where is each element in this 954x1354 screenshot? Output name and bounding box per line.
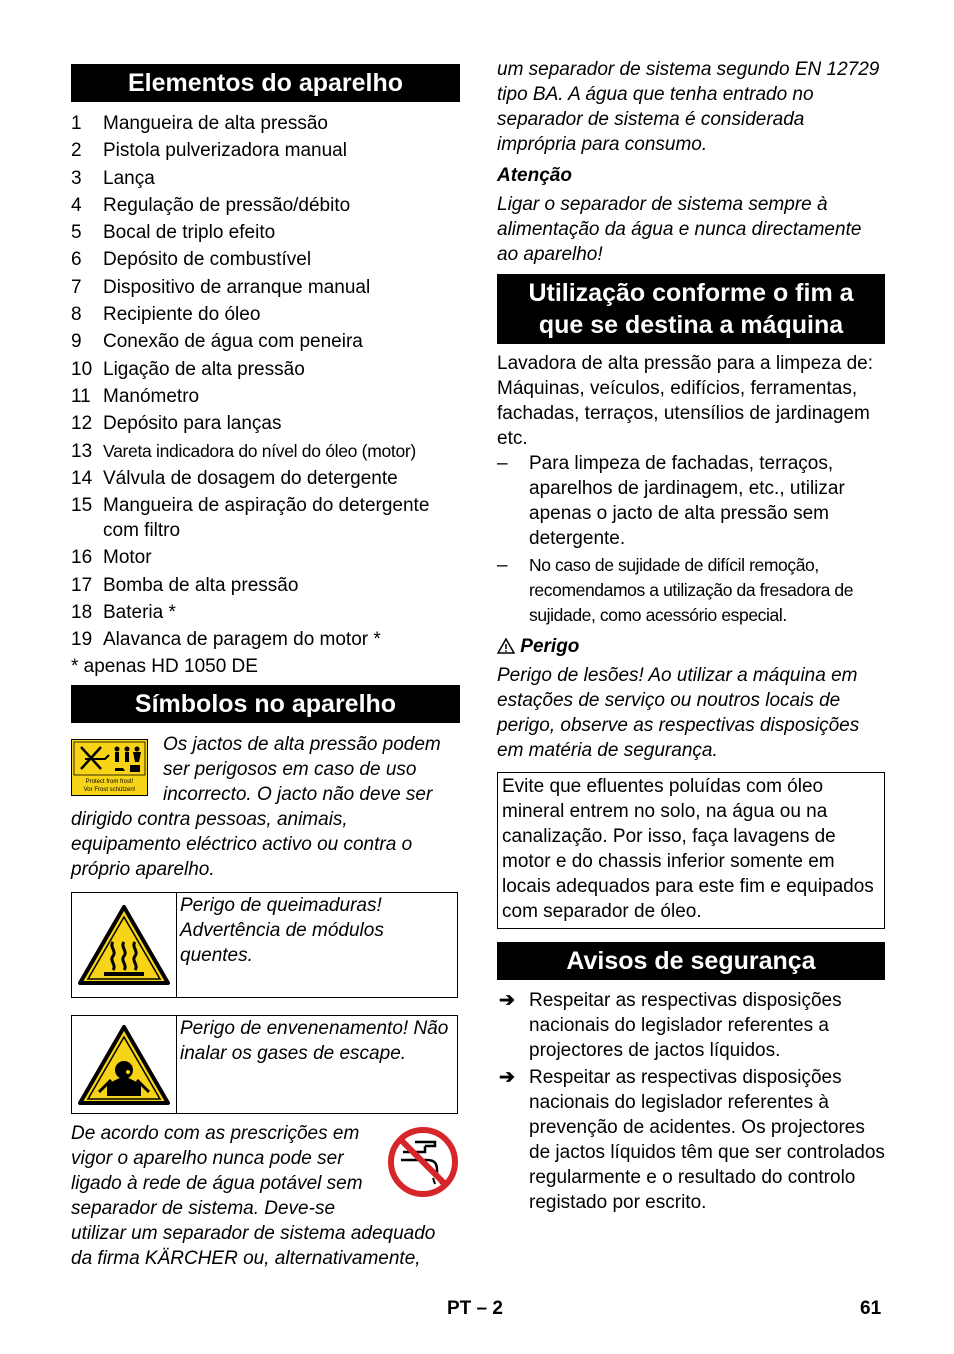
attention-label: Atenção [497, 165, 572, 186]
footer-page-number: 61 [860, 1298, 882, 1319]
list-item: 5 Bocal de triplo efeito [71, 222, 276, 244]
poison-warning-text: Perigo de envenenamento! Não inalar os gases de escape. [180, 1018, 449, 1064]
poison-warning-box [71, 1015, 458, 1114]
list-item: 19 Alavanca de paragem do motor * [71, 629, 381, 651]
list-item: ➔ Respeitar as respectivas disposições nacionais do legislador referentes à prevenção de acidentes. Os projectores de jactos líquidos têm que ser controlados regularmente e o resultado do controlo registado por escrito. [499, 1067, 885, 1213]
list-item: 18 Bateria * [71, 602, 176, 624]
list-item: 10 Ligação de alta pressão [71, 358, 305, 380]
danger-heading: Perigo [497, 634, 579, 661]
danger-text: Perigo de lesões! Ao utilizar a máquina em estações de serviço ou noutros locais de perigo, observe as respectivas disposições em matéria de segurança. [497, 665, 860, 761]
list-item: ➔ Respeitar as respectivas disposições nacionais do legislador referentes a projectores de jactos líquidos. [499, 990, 842, 1061]
list-item: – No caso de sujidade de difícil remoção, recomendamos a utilização da fresadora de sujidade, como acessório especial. [497, 555, 854, 625]
footer-language-page: PT – 2 [447, 1298, 503, 1319]
section-heading-symbols: Símbolos no aparelho [71, 685, 460, 723]
usage-text: Lavadora de alta pressão para a limpeza de: Máquinas, veículos, edifícios, ferramentas, fachadas, terraços, utensílios de jardinagem etc. [497, 353, 874, 449]
list-item: 6 Depósito de combustível [71, 249, 312, 271]
list-item: 15 Mangueira de aspiração do detergente com filtro [71, 495, 430, 542]
list-item: 13 Vareta indicadora do nível do óleo (motor) [71, 440, 416, 462]
section-heading-elements: Elementos do aparelho [71, 64, 460, 102]
list-item: 11 Manómetro [71, 385, 200, 407]
list-item: 3 Lança [71, 167, 155, 189]
separator-continued-text: um separador de sistema segundo EN 12729 tipo BA. A água que tenha entrado no separador de sistema é considerada imprópria para consumo. [497, 59, 880, 155]
list-item: 16 Motor [71, 547, 152, 569]
arrow-right-icon: ➔ [499, 990, 515, 1011]
burn-warning-box [71, 892, 458, 998]
frost-label-en: Protect from frost! [85, 779, 134, 785]
section-heading-intended-use: Utilização conforme o fim a que se destina a máquina [497, 274, 885, 344]
usage-dash-list [497, 451, 885, 630]
list-item: – Para limpeza de fachadas, terraços, aparelhos de jardinagem, etc., utilizar apenas o jacto de alta pressão sem detergente. [497, 453, 845, 549]
list-item: 8 Recipiente do óleo [71, 304, 261, 326]
list-item: 4 Regulação de pressão/débito [71, 194, 351, 216]
list-item: 7 Dispositivo de arranque manual [71, 276, 371, 298]
section-heading-safety: Avisos de segurança [497, 942, 885, 980]
list-item: 12 Depósito para lanças [71, 413, 282, 435]
arrow-right-icon: ➔ [499, 1067, 515, 1088]
jet-warning-text: Os jactos de alta pressão podem ser perigosos em caso de uso incorrecto. O jacto não deve ser dirigido contra pessoas, animais, equipamento eléctrico activo ou contra o próprio aparelho. [71, 734, 441, 880]
elements-list [71, 111, 460, 655]
safety-list [497, 988, 885, 1217]
list-item: 9 Conexão de água com peneira [71, 331, 363, 353]
water-connection-text: De acordo com as prescrições em vigor o aparelho nunca pode ser ligado à rede de água potável sem separador de sistema. Deve-se utilizar um separador de sistema adequado da firma KÄRCHER ou, alternativamente, [71, 1123, 436, 1269]
hot-surface-icon [72, 893, 177, 997]
frost-label-de: Vor Frost schützen! [83, 787, 136, 793]
list-item: 14 Válvula de dosagem do detergente [71, 467, 398, 489]
list-item: 2 Pistola pulverizadora manual [71, 140, 347, 162]
toxic-gas-icon [72, 1016, 177, 1113]
list-item: 17 Bomba de alta pressão [71, 574, 299, 596]
list-item: 1 Mangueira de alta pressão [71, 113, 328, 134]
footnote: * apenas HD 1050 DE [71, 656, 258, 677]
environment-notice-box: Evite que efluentes poluídas com óleo mineral entrem no solo, na água ou na canalização. Por isso, faça lavagens de motor e do chassis inferior somente em locais adequados para este fim e equipados com separador de óleo. [497, 772, 885, 929]
attention-text: Ligar o separador de sistema sempre à alimentação da água e nunca directamente ao aparelho! [497, 194, 862, 265]
warning-triangle-icon [497, 636, 515, 661]
burn-warning-text: Perigo de queimaduras! Advertência de módulos quentes. [180, 895, 384, 966]
